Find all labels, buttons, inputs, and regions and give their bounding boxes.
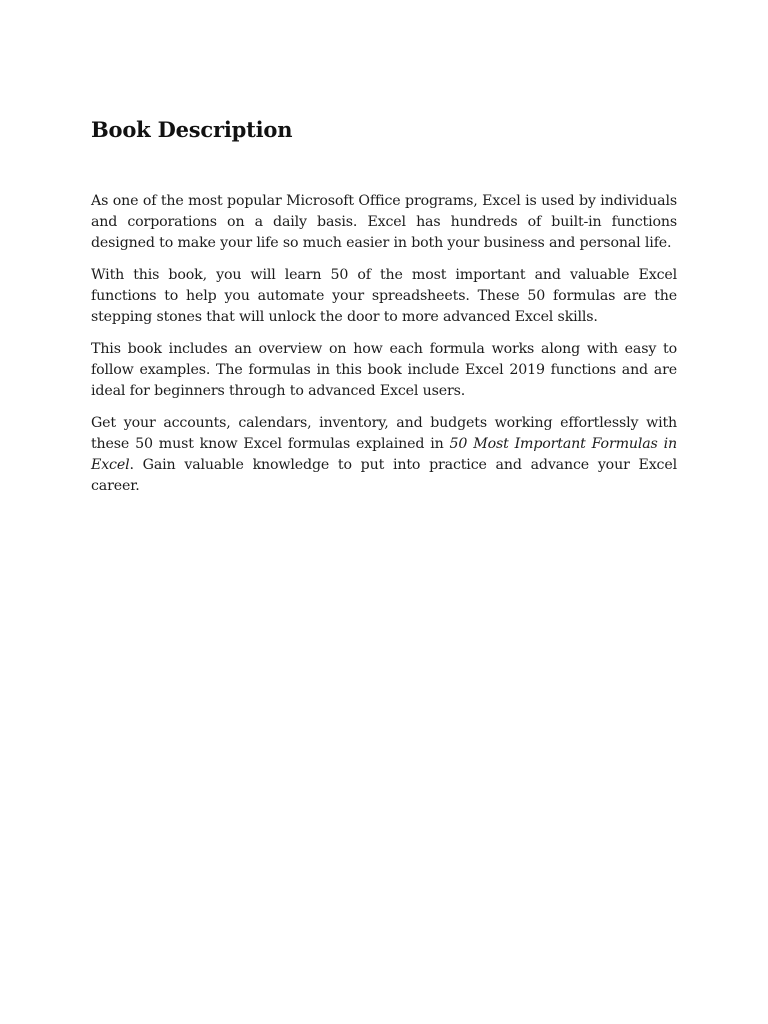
- description-body: [91, 191, 677, 497]
- page-title: Book Description: [91, 117, 293, 142]
- paragraph-1: As one of the most popular Microsoft Office programs, Excel is used by individuals and corporations on a daily basis. Excel has hundreds of built-in functions designed to make your life so much easier in both your business and personal life.: [91, 193, 677, 251]
- paragraph-3: This book includes an overview on how each formula works along with easy to follow examples. The formulas in this book include Excel 2019 functions and are ideal for beginners through to advanced Excel users.: [91, 341, 677, 399]
- paragraph-4-text-before: Get your accounts, calendars, inventory, and budgets working effortlessly with these 50 must know Excel formulas explained in: [91, 415, 677, 452]
- paragraph-4-text-after: . Gain valuable knowledge to put into practice and advance your Excel career.: [91, 457, 677, 494]
- paragraph-2: With this book, you will learn 50 of the most important and valuable Excel functions to help you automate your spreadsheets. These 50 formulas are the stepping stones that will unlock the door to more advanced Excel skills.: [91, 267, 677, 325]
- document-page: [91, 112, 677, 508]
- paragraph-4: [91, 413, 677, 497]
- book-title-italic: 50 Most Important Formulas in Excel: [91, 436, 677, 473]
